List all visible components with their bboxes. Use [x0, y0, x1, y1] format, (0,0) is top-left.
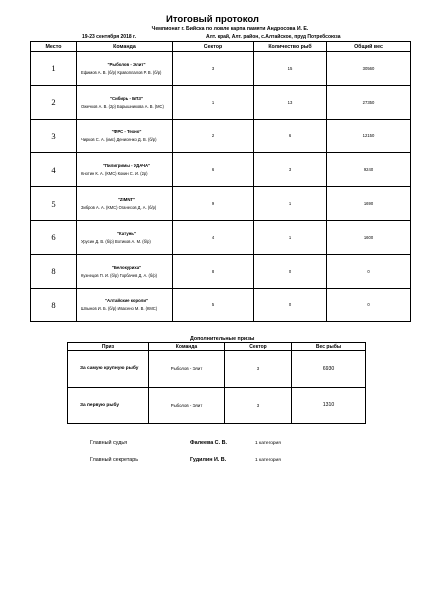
sector-cell: 9	[173, 187, 254, 221]
place-cell: 8	[31, 254, 77, 288]
count-cell: 0	[254, 254, 327, 288]
prizes-header-row	[68, 343, 366, 351]
results-table	[30, 41, 411, 322]
chief-judge-role: Главный судья	[90, 440, 128, 446]
prize-team: Рыболов - Элит	[149, 387, 225, 424]
col-header-place: Место	[31, 42, 77, 52]
table-row	[31, 288, 411, 322]
col-header-team: Команда	[77, 42, 173, 52]
prize-weight: 6930	[292, 351, 366, 388]
sector-cell: 2	[173, 119, 254, 153]
chief-judge-category: 1 категория	[255, 441, 281, 446]
sector-cell: 3	[173, 52, 254, 86]
sector-cell: 4	[173, 220, 254, 254]
table-row	[68, 387, 366, 424]
count-cell: 15	[254, 52, 327, 86]
team-members: Ожечков А. В. (2р) Барышникова А. В. (МС)	[81, 103, 164, 109]
team-name: "Алтайские короли"	[104, 298, 149, 304]
count-cell: 3	[254, 153, 327, 187]
team-cell	[77, 52, 173, 86]
col-header-fish-weight: Вес рыбы	[292, 343, 366, 351]
count-cell: 13	[254, 85, 327, 119]
place-cell: 8	[31, 288, 77, 322]
event-date: 19-23 сентября 2018 г.	[82, 34, 136, 40]
count-cell: 1	[254, 220, 327, 254]
weight-cell: 27350	[327, 85, 411, 119]
table-row	[31, 254, 411, 288]
team-members: Чирков С. А. (кмс) Денисенко Д. В. (б/р)	[81, 137, 157, 143]
prize-name: За самую крупную рыбу	[68, 351, 149, 388]
table-row	[68, 351, 366, 388]
team-cell	[77, 254, 173, 288]
team-cell	[77, 288, 173, 322]
col-header-weight: Общий вес	[327, 42, 411, 52]
prize-team: Рыболов - Элит	[149, 351, 225, 388]
prize-sector: 3	[225, 387, 292, 424]
col-header-prize-sector: Сектор	[225, 343, 292, 351]
chief-judge-name: Фалеева С. В.	[190, 440, 227, 446]
team-members: Кузнецов П. И. (б/р) Горбачев Д. А. (б/р)	[81, 272, 157, 278]
place-cell: 3	[31, 119, 77, 153]
table-row	[31, 220, 411, 254]
count-cell: 1	[254, 187, 327, 221]
weight-cell: 30560	[327, 52, 411, 86]
place-cell: 6	[31, 220, 77, 254]
team-cell	[77, 119, 173, 153]
team-members: Шпынов И. Б. (б/р) Ивасено М. В. (КМС)	[81, 306, 158, 312]
team-cell	[77, 153, 173, 187]
prize-sector: 3	[225, 351, 292, 388]
team-cell	[77, 220, 173, 254]
table-row	[31, 85, 411, 119]
team-name: "Рыболов - Элит"	[107, 61, 146, 67]
weight-cell: 0	[327, 254, 411, 288]
weight-cell: 9240	[327, 153, 411, 187]
weight-cell: 12150	[327, 119, 411, 153]
col-header-count: Количество рыб	[254, 42, 327, 52]
team-name: "ZIMNT"	[117, 197, 136, 203]
team-name: "ФРС - Техно"	[111, 129, 142, 135]
event-location: Алт. край, Алт. район, с.Алтайское, пруд Потребсоюза	[206, 34, 341, 40]
table-row	[31, 119, 411, 153]
weight-cell: 1690	[327, 187, 411, 221]
place-cell: 4	[31, 153, 77, 187]
weight-cell: 1600	[327, 220, 411, 254]
results-header-row	[31, 42, 411, 52]
prizes-table	[67, 342, 366, 424]
sector-cell: 8	[173, 254, 254, 288]
table-row	[31, 52, 411, 86]
place-cell: 1	[31, 52, 77, 86]
chief-secretary-category: 1 категория	[255, 458, 281, 463]
championship-subtitle: Чемпионат г. Бийска по ловле карпа памяти Андросова И. Е.	[151, 26, 309, 32]
place-cell: 2	[31, 85, 77, 119]
col-header-sector: Сектор	[173, 42, 254, 52]
count-cell: 6	[254, 119, 327, 153]
team-cell	[77, 85, 173, 119]
team-name: "Белокуриха"	[111, 264, 142, 270]
team-name: "Сибирь - БПЗ"	[109, 95, 144, 101]
team-name: "Пилигримы - УДАЧА"	[102, 163, 151, 169]
chief-secretary-role: Главный секретарь	[90, 457, 139, 463]
weight-cell: 0	[327, 288, 411, 322]
place-cell: 5	[31, 187, 77, 221]
col-header-prize-team: Команда	[149, 343, 225, 351]
team-name: "Катунь"	[117, 230, 136, 236]
team-members: Зибров А. А. (КМС) Оганесов Д. А. (б/р)	[81, 205, 157, 211]
team-members: Кнотин К. А. (КМС) Кокин С. И. (2р)	[81, 171, 148, 177]
sector-cell: 1	[173, 85, 254, 119]
team-members: Урусин Д. В. (б/р) Вотиков А. М. (б/р)	[81, 238, 151, 244]
extra-prizes-title: Дополнительные призы	[190, 336, 255, 342]
prize-weight: 1310	[292, 387, 366, 424]
sector-cell: 6	[173, 153, 254, 187]
table-row	[31, 153, 411, 187]
protocol-title: Итоговый протокол	[166, 14, 259, 25]
team-members: Ефимов А. В. (б/р) Кравоплалов Р. В. (б/р)	[81, 69, 162, 75]
prize-name: За первую рыбу	[68, 387, 149, 424]
sector-cell: 5	[173, 288, 254, 322]
chief-secretary-name: Гудилин И. В.	[190, 457, 227, 463]
col-header-prize: Приз	[68, 343, 149, 351]
table-row	[31, 187, 411, 221]
team-cell	[77, 187, 173, 221]
count-cell: 0	[254, 288, 327, 322]
